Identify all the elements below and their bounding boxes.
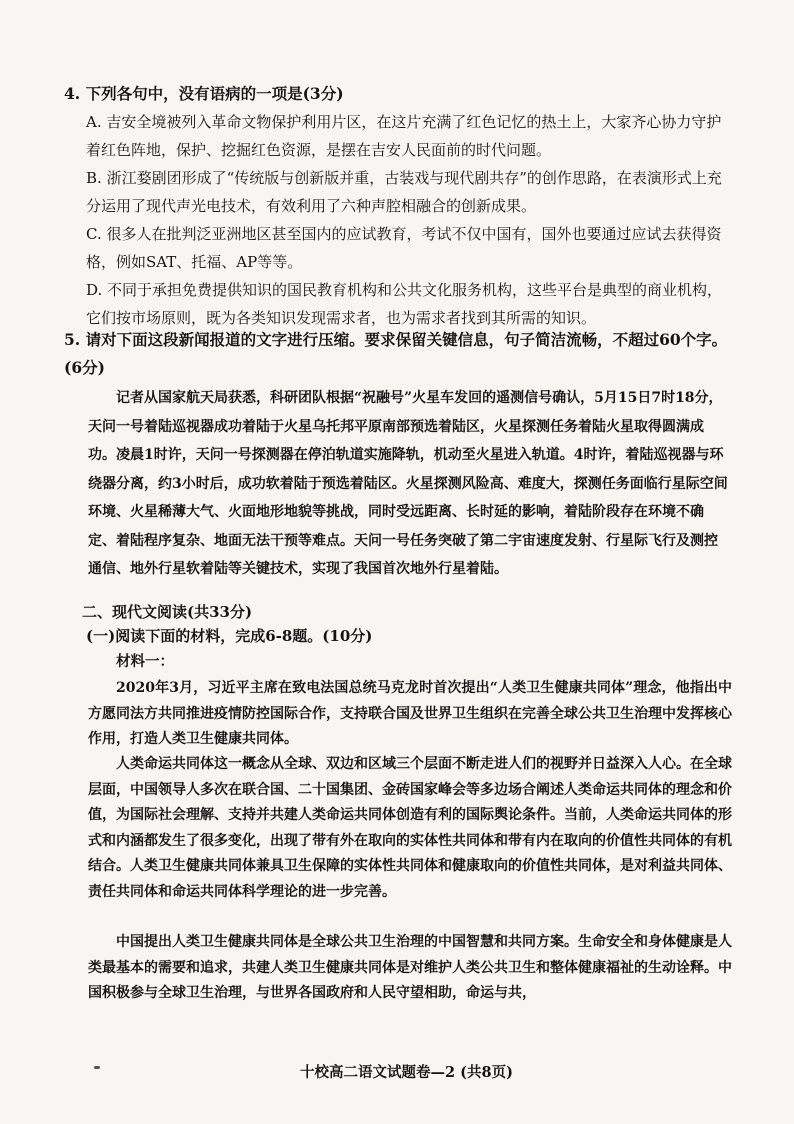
- option-text: 浙江婺剧团形成了“传统版与创新版并重，古装戏与现代剧共存”的创作思路，在表演形式上充分运用了现代声光电技术，有效利用了六种声腔相融合的创新成果。: [86, 169, 722, 215]
- question-4-option-a: [86, 108, 736, 164]
- subsection-1-title: (一)阅读下面的材料，完成6-8题。(10分): [86, 627, 373, 645]
- option-label: B.: [86, 169, 102, 187]
- question-4-option-d: [86, 276, 736, 332]
- scan-mark: [94, 1066, 100, 1069]
- article-paragraph-3: 中国提出人类卫生健康共同体是全球公共卫生治理的中国智慧和共同方案。生命安全和身体健康是人类最基本的需要和追求，共建人类卫生健康共同体是对维护人类公共卫生和整体健康福祉的生动诠释。中国积极参与全球卫生治理，与世界各国政府和人民守望相助，命运与共，: [88, 934, 732, 1001]
- article-paragraph-2: 人类命运共同体这一概念从全球、双边和区域三个层面不断走进人们的视野并日益深入人心。在全球层面，中国领导人多次在联合国、二十国集团、金砖国家峰会等多边场合阐述人类命运共同体的理念和价值，为国际社会理解、支持并共建人类命运共同体创造有利的国际舆论条件。当前，人类命运共同体的形式和内涵都发生了很多变化，出现了带有外在取向的实体性共同体和带有内在取向的价值性共同体的有机结合。人类卫生健康共同体兼具卫生保障的实体性共同体和健康取向的价值性共同体，是对利益共同体、责任共同体和命运共同体科学理论的进一步完善。: [88, 756, 732, 900]
- option-text: 很多人在批判泛亚洲地区甚至国内的应试教育，考试不仅中国有，国外也要通过应试去获得资格，例如SAT、托福、AP等等。: [86, 225, 722, 271]
- material-1-label: 材料一：: [116, 653, 174, 670]
- option-text: 不同于承担免费提供知识的国民教育机构和公共文化服务机构，这些平台是典型的商业机构，它们按市场原则，既为各类知识发现需求者，也为需求者找到其所需的知识。: [86, 281, 723, 327]
- option-label: C.: [86, 225, 102, 243]
- page-footer: 十校高二语文试题卷—2 (共8页): [300, 1064, 513, 1081]
- question-4-option-c: [86, 220, 736, 276]
- news-text: 记者从国家航天局获悉，科研团队根据“祝融号”火星车发回的遥测信号确认，5月15日7时18分，天问一号着陆巡视器成功着陆于火星乌托邦平原南部预选着陆区，火星探测任务着陆火星取得圆满成功。凌晨1时许，天问一号探测器在停泊轨道实施降轨，机动至火星进入轨道。4时许，着陆巡视器与环绕器分离，约3小时后，成功软着陆于预选着陆区。火星探测风险高、难度大，探测任务面临行星际空间环境、火星稀薄大气、火面地形地貌等挑战，同时受远距离、长时延的影响，着陆阶段存在环境不确定、着陆程序复杂、地面无法干预等难点。天问一号任务突破了第二宇宙速度发射、行星际飞行及测控通信、地外行星软着陆等关键技术，实现了我国首次地外行星着陆。: [88, 390, 728, 577]
- option-label: A.: [86, 113, 102, 131]
- question-4-option-b: [86, 164, 736, 220]
- option-text: 吉安全境被列入革命文物保护利用片区，在这片充满了红色记忆的热土上，大家齐心协力守护着红色阵地，保护、挖掘红色资源，是摆在吉安人民面前的时代问题。: [86, 113, 722, 159]
- section-2-title: 二、现代文阅读(共33分): [82, 603, 253, 621]
- question-4-stem: 4. 下列各句中，没有语病的一项是(3分): [64, 84, 344, 103]
- article-paragraph-1: 2020年3月，习近平主席在致电法国总统马克龙时首次提出“人类卫生健康共同体”理念，他指出中方愿同法方共同推进疫情防控国际合作，支持联合国及世界卫生组织在完善全球公共卫生治理中发挥核心作用，打造人类卫生健康共同体。: [88, 680, 732, 747]
- news-passage: [88, 384, 728, 584]
- option-label: D.: [86, 281, 103, 299]
- question-5-stem: 5. 请对下面这段新闻报道的文字进行压缩。要求保留关键信息，句子简洁流畅，不超过60个字。(6分): [64, 330, 728, 377]
